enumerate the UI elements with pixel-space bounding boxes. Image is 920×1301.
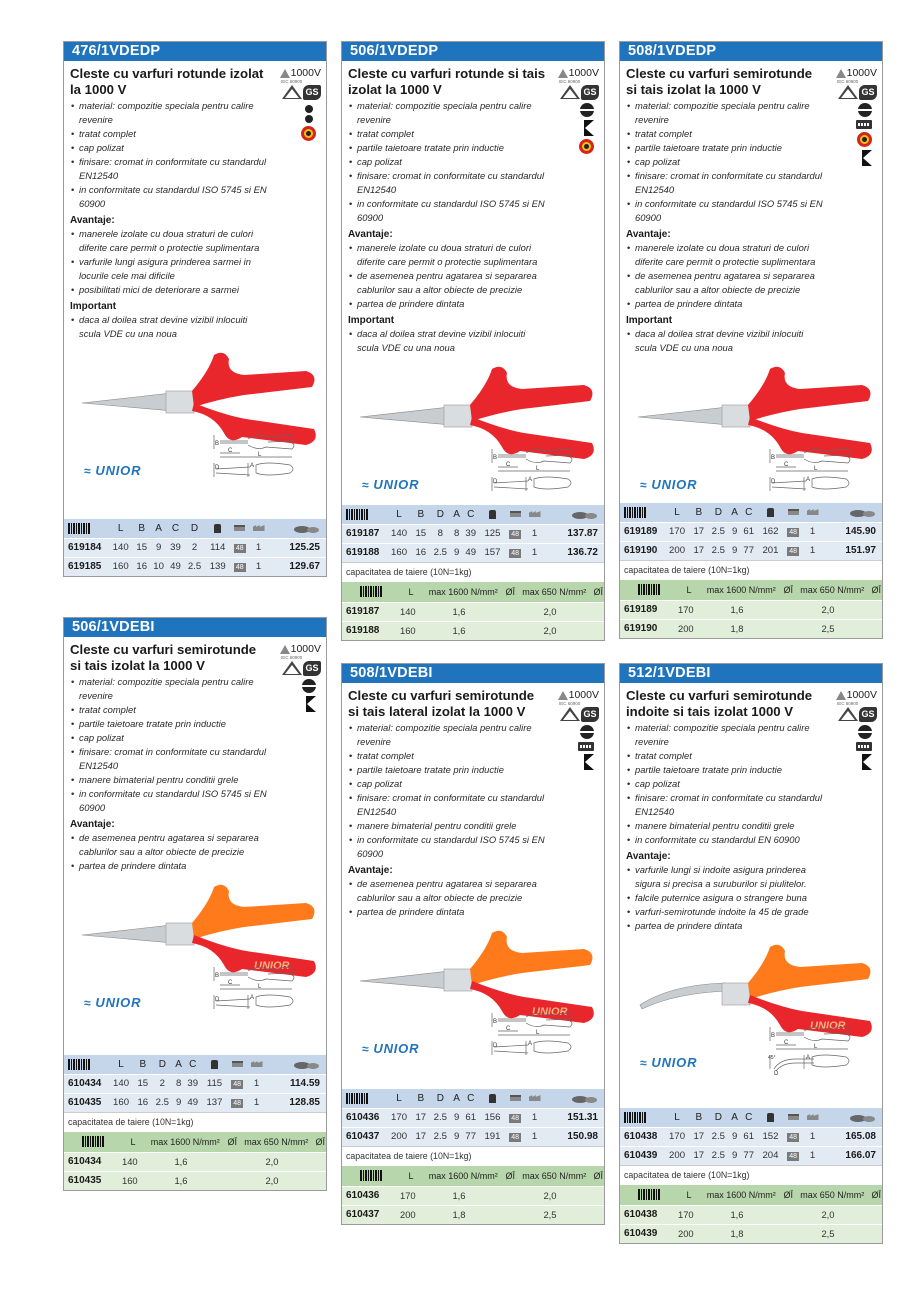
barcode-icon bbox=[68, 1059, 90, 1070]
list-item: • cap polizat bbox=[70, 141, 270, 155]
features-list bbox=[626, 721, 826, 847]
list-item: • falcile puternice asigura o strangere buna bbox=[626, 891, 826, 905]
dimension-diagram bbox=[766, 443, 852, 499]
specs-table: L B D A C 610436 170 17 2.5 9 61 156 48 1 151.31 610437 200 17 2.5 9 77 191 48 1 150.98 bbox=[342, 1089, 604, 1146]
important-heading: Important bbox=[626, 315, 673, 326]
cutting-capacity-table: L max 1600 N/mm² ØĪ max 650 N/mm² ØĪ 610438 170 1,6 2,0 610439 200 1,8 2,5 bbox=[620, 1185, 882, 1243]
list-item: • daca al doilea strat devine vizibil inlocuiti scula VDE cu una noua bbox=[348, 327, 548, 355]
svg-text:L: L bbox=[814, 466, 818, 472]
package-icon bbox=[234, 525, 245, 531]
table-row[interactable]: 619189 170 1,6 2,0 bbox=[620, 600, 882, 619]
half-round-tip-icon bbox=[302, 679, 316, 693]
quantity-icon bbox=[251, 1061, 263, 1067]
unior-logo-icon: ≈ bbox=[84, 463, 92, 478]
product-code-header: 476/1VDEDP bbox=[64, 42, 326, 61]
svg-text:D: D bbox=[774, 1071, 779, 1077]
svg-text:A: A bbox=[528, 1041, 533, 1047]
svg-text:A: A bbox=[806, 1055, 811, 1061]
vde-cert-icon bbox=[282, 85, 302, 100]
important-list bbox=[348, 327, 548, 355]
diameter-icon: ØĪ bbox=[783, 580, 794, 600]
advantages-heading: Avantaje: bbox=[348, 229, 393, 240]
dimension-diagram bbox=[210, 961, 296, 1017]
weight-icon bbox=[489, 510, 496, 519]
table-row[interactable]: 610437 200 1,8 2,5 bbox=[342, 1205, 604, 1224]
list-item: • in conformitate cu standardul EN 60900 bbox=[626, 833, 826, 847]
diameter-icon: ØĪ bbox=[593, 582, 604, 602]
voltage-rating: 1000V bbox=[836, 689, 877, 701]
advantages-heading: Avantaje: bbox=[626, 229, 671, 240]
list-item: • in conformitate cu standardul ISO 5745 si EN 60900 bbox=[626, 197, 826, 225]
list-item: • partile taietoare tratate prin inductie bbox=[626, 141, 826, 155]
table-row[interactable]: 619190 200 17 2.5 9 77 201 48 1 151.97 bbox=[620, 541, 882, 560]
weight-icon bbox=[767, 508, 774, 517]
list-item: • varfurile lungi si indoite asigura prinderea sigura si precisa a suruburilor si piulitelor. bbox=[626, 863, 826, 891]
voltage-icon bbox=[558, 691, 568, 700]
product-card bbox=[341, 663, 605, 1225]
table-row[interactable]: 610439 200 1,8 2,5 bbox=[620, 1224, 882, 1243]
svg-text:L: L bbox=[258, 452, 262, 458]
cutting-capacity-table: L max 1600 N/mm² ØĪ max 650 N/mm² ØĪ 619189 170 1,6 2,0 619190 200 1,8 2,5 bbox=[620, 580, 882, 638]
product-card bbox=[63, 41, 327, 577]
cutting-capacity-table: L max 1600 N/mm² ØĪ max 650 N/mm² ØĪ 610434 140 1,6 2,0 610435 160 1,6 2,0 bbox=[64, 1132, 326, 1190]
svg-text:C: C bbox=[506, 462, 511, 468]
voltage-icon bbox=[836, 69, 846, 78]
list-item: • tratat complet bbox=[348, 127, 548, 141]
product-title: Cleste cu varfuri semirotunde si tais izolat la 1000 V bbox=[70, 642, 257, 673]
price-icon bbox=[294, 1059, 320, 1069]
advantages-list bbox=[70, 227, 270, 297]
cutting-edge-icon bbox=[584, 754, 594, 770]
list-item: • partea de prindere dintata bbox=[626, 297, 826, 311]
specs-table: L B A C D 619184 140 15 9 39 2 114 48 1 125.25 619185 160 16 10 49 2.5 139 48 1 129.67 bbox=[64, 519, 326, 576]
weight-icon bbox=[767, 1113, 774, 1122]
advantages-list bbox=[626, 863, 826, 933]
serrated-jaw-icon bbox=[856, 120, 872, 129]
list-item: • manere bimaterial pentru conditii grele bbox=[626, 819, 826, 833]
diameter-icon: ØĪ bbox=[505, 582, 516, 602]
list-item: • cap polizat bbox=[626, 777, 826, 791]
gs-cert-icon: GS bbox=[303, 661, 321, 676]
product-code-header: 506/1VDEDP bbox=[342, 42, 604, 61]
voltage-icon bbox=[280, 69, 290, 78]
list-item: • varfuri-semirotunde indoite la 45 de grade bbox=[626, 905, 826, 919]
advantages-list bbox=[348, 241, 548, 311]
cutting-capacity-note: capacitatea de taiere (10N=1kg) bbox=[342, 562, 604, 582]
price-icon bbox=[572, 509, 598, 519]
svg-text:C: C bbox=[506, 1026, 511, 1032]
features-list bbox=[626, 99, 826, 225]
barcode-icon bbox=[346, 1093, 368, 1104]
product-code-header: 512/1VDEBI bbox=[620, 664, 882, 683]
important-heading: Important bbox=[70, 301, 117, 312]
gs-cert-icon: GS bbox=[581, 85, 599, 100]
list-item: • tratat complet bbox=[70, 127, 270, 141]
svg-text:D: D bbox=[215, 997, 220, 1003]
barcode-icon bbox=[82, 1136, 104, 1147]
gs-cert-icon: GS bbox=[859, 707, 877, 722]
svg-text:L: L bbox=[814, 1044, 818, 1050]
voltage-rating: 1000V bbox=[836, 67, 877, 79]
diameter-icon: ØĪ bbox=[783, 1185, 794, 1205]
svg-text:L: L bbox=[536, 466, 540, 472]
list-item: • manerele izolate cu doua straturi de culori diferite care permit o protectie suplimentara bbox=[348, 241, 548, 269]
weight-icon bbox=[214, 524, 221, 533]
svg-text:L: L bbox=[258, 984, 262, 990]
list-item: • material: compozitie speciala pentru calire revenire bbox=[626, 721, 826, 749]
weight-icon bbox=[211, 1060, 218, 1069]
list-item: • partile taietoare tratate prin inductie bbox=[348, 763, 548, 777]
list-item: • tratat complet bbox=[626, 749, 826, 763]
list-item: • de asemenea pentru agatarea si separarea cablurilor sau a altor obiecte de precizie bbox=[348, 877, 548, 905]
product-photo bbox=[626, 355, 876, 503]
svg-text:B: B bbox=[771, 1033, 776, 1039]
vde-cert-icon bbox=[560, 707, 580, 722]
list-item: • partea de prindere dintata bbox=[348, 905, 548, 919]
voltage-icon bbox=[836, 691, 846, 700]
diameter-icon: ØĪ bbox=[227, 1132, 238, 1152]
gs-cert-icon: GS bbox=[581, 707, 599, 722]
barcode-icon bbox=[346, 509, 368, 520]
product-card bbox=[63, 617, 327, 1191]
list-item: • cap polizat bbox=[348, 155, 548, 169]
list-item: • de asemenea pentru agatarea si separarea cablurilor sau a altor obiecte de precizie bbox=[348, 269, 548, 297]
diameter-icon: ØĪ bbox=[505, 1166, 516, 1186]
cutting-capacity-note: capacitatea de taiere (10N=1kg) bbox=[620, 560, 882, 580]
product-photo bbox=[348, 919, 598, 1089]
cutting-edge-icon bbox=[862, 754, 872, 770]
table-row[interactable]: 619187 140 15 8 8 39 125 48 1 137.87 bbox=[342, 524, 604, 543]
serrated-jaw-icon bbox=[856, 742, 872, 751]
list-item: • cap polizat bbox=[348, 777, 548, 791]
cutting-edge-icon bbox=[306, 696, 316, 712]
unior-logo-icon: ≈ bbox=[362, 1041, 370, 1056]
product-card bbox=[341, 41, 605, 641]
features-list bbox=[70, 675, 270, 815]
product-title: Cleste cu varfuri rotunde izolat la 1000 V bbox=[70, 66, 264, 97]
product-card bbox=[619, 41, 883, 639]
list-item: • finisare: cromat in conformitate cu standardul EN12540 bbox=[70, 155, 270, 183]
certification-icons: 1000V IEC 60900 GS bbox=[279, 67, 321, 141]
quantity-icon bbox=[253, 525, 265, 531]
price-icon bbox=[850, 1112, 876, 1122]
certification-icons: 1000V IEC 60900 GS bbox=[557, 689, 599, 770]
table-row[interactable]: 610438 170 1,6 2,0 bbox=[620, 1205, 882, 1224]
product-photo bbox=[70, 341, 320, 519]
vde-cert-icon bbox=[838, 707, 858, 722]
specs-table: L B D A C 610434 140 15 2 8 39 115 48 1 114.59 610435 160 16 2.5 9 49 137 48 1 128.85 bbox=[64, 1055, 326, 1112]
package-icon bbox=[788, 509, 799, 515]
cutting-edge-icon bbox=[862, 150, 872, 166]
list-item: • tratat complet bbox=[70, 703, 270, 717]
advantages-list bbox=[70, 831, 270, 873]
table-row[interactable]: 619189 170 17 2.5 9 61 162 48 1 145.90 bbox=[620, 522, 882, 541]
unior-logo: ≈ UNIOR bbox=[84, 463, 142, 478]
table-row[interactable]: 610435 160 1,6 2,0 bbox=[64, 1171, 326, 1190]
svg-text:C: C bbox=[228, 980, 233, 986]
table-row[interactable]: 610434 140 1,6 2,0 bbox=[64, 1152, 326, 1171]
vde-cert-icon bbox=[838, 85, 858, 100]
list-item: • manerele izolate cu doua straturi de culori diferite care permit o protectie suplimentara bbox=[626, 241, 826, 269]
advantages-heading: Avantaje: bbox=[70, 819, 115, 830]
advantages-list bbox=[348, 877, 548, 919]
unior-logo-icon: ≈ bbox=[640, 477, 648, 492]
voltage-rating: 1000V bbox=[280, 643, 321, 655]
advantages-heading: Avantaje: bbox=[70, 215, 115, 226]
voltage-rating: 1000V bbox=[558, 689, 599, 701]
product-title: Cleste cu varfuri semirotunde si tais lateral izolat la 1000 V bbox=[348, 688, 535, 719]
diameter-icon: ØĪ bbox=[871, 1185, 882, 1205]
price-icon bbox=[294, 523, 320, 533]
product-title: Cleste cu varfuri semirotunde indoite si tais izolat 1000 V bbox=[626, 688, 813, 719]
diameter-icon: ØĪ bbox=[871, 580, 882, 600]
cutting-capacity-table: L max 1600 N/mm² ØĪ max 650 N/mm² ØĪ 619187 140 1,6 2,0 619188 160 1,6 2,0 bbox=[342, 582, 604, 640]
barcode-icon bbox=[638, 584, 660, 595]
package-icon bbox=[510, 511, 521, 517]
list-item: • finisare: cromat in conformitate cu standardul EN12540 bbox=[348, 791, 548, 819]
vde-cert-icon bbox=[282, 661, 302, 676]
list-item: • manere bimaterial pentru conditii grele bbox=[70, 773, 270, 787]
product-title: Cleste cu varfuri rotunde si tais izolat la 1000 V bbox=[348, 66, 546, 97]
list-item: • partile taietoare tratate prin inductie bbox=[70, 717, 270, 731]
svg-text:A: A bbox=[250, 463, 255, 469]
list-item: • in conformitate cu standardul ISO 5745 si EN 60900 bbox=[70, 183, 270, 211]
product-card bbox=[619, 663, 883, 1244]
dimension-diagram bbox=[488, 1007, 574, 1063]
important-heading: Important bbox=[348, 315, 395, 326]
list-item: • partile taietoare tratate prin inductie bbox=[626, 763, 826, 777]
half-round-tip-icon bbox=[858, 103, 872, 117]
cutting-capacity-note: capacitatea de taiere (10N=1kg) bbox=[620, 1165, 882, 1185]
svg-text:B: B bbox=[771, 455, 776, 461]
dimension-diagram bbox=[766, 1021, 852, 1077]
barcode-icon bbox=[360, 586, 382, 597]
svg-text:C: C bbox=[228, 448, 233, 454]
voltage-rating: 1000V bbox=[280, 67, 321, 79]
table-row[interactable]: 619184 140 15 9 39 2 114 48 1 125.25 bbox=[64, 538, 326, 557]
svg-text:D: D bbox=[493, 1043, 498, 1049]
advantages-heading: Avantaje: bbox=[626, 851, 671, 862]
svg-text:45°: 45° bbox=[768, 1055, 776, 1061]
induction-hardened-icon bbox=[579, 139, 594, 154]
barcode-icon bbox=[624, 1112, 646, 1123]
list-item: • de asemenea pentru agatarea si separarea cablurilor sau a altor obiecte de precizie bbox=[626, 269, 826, 297]
svg-text:UNIOR: UNIOR bbox=[254, 960, 290, 972]
list-item: • cap polizat bbox=[626, 155, 826, 169]
diameter-icon: ØĪ bbox=[593, 1166, 604, 1186]
product-photo bbox=[626, 933, 876, 1108]
unior-logo: ≈ UNIOR bbox=[640, 477, 698, 492]
list-item: • material: compozitie speciala pentru calire revenire bbox=[626, 99, 826, 127]
price-icon bbox=[572, 1093, 598, 1103]
certification-icons: 1000V IEC 60900 GS bbox=[835, 689, 877, 770]
list-item: • daca al doilea strat devine vizibil inlocuiti scula VDE cu una noua bbox=[626, 327, 826, 355]
svg-text:L: L bbox=[536, 1030, 540, 1036]
table-row[interactable]: 610434 140 15 2 8 39 115 48 1 114.59 bbox=[64, 1074, 326, 1093]
svg-text:B: B bbox=[215, 973, 220, 979]
induction-hardened-icon bbox=[301, 126, 316, 141]
list-item: • tratat complet bbox=[348, 749, 548, 763]
quantity-icon bbox=[529, 1095, 541, 1101]
gs-cert-icon: GS bbox=[859, 85, 877, 100]
serrated-jaw-icon bbox=[578, 742, 594, 751]
list-item: • in conformitate cu standardul ISO 5745 si EN 60900 bbox=[70, 787, 270, 815]
table-row[interactable]: 610436 170 1,6 2,0 bbox=[342, 1186, 604, 1205]
list-item: • finisare: cromat in conformitate cu standardul EN12540 bbox=[626, 791, 826, 819]
list-item: • tratat complet bbox=[626, 127, 826, 141]
round-tip-icon bbox=[305, 103, 321, 123]
svg-text:D: D bbox=[771, 479, 776, 485]
table-row[interactable]: 619190 200 1,8 2,5 bbox=[620, 619, 882, 638]
list-item: • manere bimaterial pentru conditii grele bbox=[348, 819, 548, 833]
important-list bbox=[70, 313, 270, 341]
unior-logo-icon: ≈ bbox=[362, 477, 370, 492]
list-item: • material: compozitie speciala pentru calire revenire bbox=[348, 721, 548, 749]
half-round-tip-icon bbox=[580, 725, 594, 739]
svg-text:B: B bbox=[493, 455, 498, 461]
specs-table: L B D A C 619189 170 17 2.5 9 61 162 48 1 145.90 619190 200 17 2.5 9 77 201 48 1 151.97 bbox=[620, 503, 882, 560]
svg-text:A: A bbox=[806, 477, 811, 483]
dimension-diagram bbox=[488, 443, 574, 499]
voltage-icon bbox=[280, 645, 290, 654]
svg-text:C: C bbox=[784, 1040, 789, 1046]
list-item: • partea de prindere dintata bbox=[70, 859, 270, 873]
specs-table: L B D A C 619187 140 15 8 8 39 125 48 1 137.87 619188 160 16 2.5 9 49 157 48 1 136.72 bbox=[342, 505, 604, 562]
half-round-tip-icon bbox=[858, 725, 872, 739]
package-icon bbox=[232, 1061, 243, 1067]
unior-logo: ≈ UNIOR bbox=[640, 1055, 698, 1070]
table-row[interactable]: 610435 160 16 2.5 9 49 137 48 1 128.85 bbox=[64, 1093, 326, 1112]
list-item: • material: compozitie speciala pentru calire revenire bbox=[70, 675, 270, 703]
svg-text:B: B bbox=[215, 441, 220, 447]
list-item: • in conformitate cu standardul ISO 5745 si EN 60900 bbox=[348, 197, 548, 225]
unior-logo-icon: ≈ bbox=[84, 995, 92, 1010]
list-item: • in conformitate cu standardul ISO 5745 si EN 60900 bbox=[348, 833, 548, 861]
table-row[interactable]: 619185 160 16 10 49 2.5 139 48 1 129.67 bbox=[64, 557, 326, 576]
product-title: Cleste cu varfuri semirotunde si tais izolat la 1000 V bbox=[626, 66, 813, 97]
package-icon bbox=[788, 1114, 799, 1120]
product-code-header: 508/1VDEBI bbox=[342, 664, 604, 683]
gs-cert-icon: GS bbox=[303, 85, 321, 100]
induction-hardened-icon bbox=[857, 132, 872, 147]
table-row[interactable]: 619188 160 16 2.5 9 49 157 48 1 136.72 bbox=[342, 543, 604, 562]
table-row[interactable]: 610439 200 17 2.5 9 77 204 48 1 166.07 bbox=[620, 1146, 882, 1165]
svg-text:A: A bbox=[528, 477, 533, 483]
certification-icons: 1000V IEC 60900 GS bbox=[557, 67, 599, 154]
product-photo bbox=[348, 355, 598, 505]
dimension-diagram bbox=[210, 429, 296, 485]
list-item: • finisare: cromat in conformitate cu standardul EN12540 bbox=[348, 169, 548, 197]
weight-icon bbox=[489, 1094, 496, 1103]
table-row[interactable]: 610438 170 17 2.5 9 61 152 48 1 165.08 bbox=[620, 1127, 882, 1146]
half-round-tip-icon bbox=[580, 103, 594, 117]
quantity-icon bbox=[529, 511, 541, 517]
barcode-icon bbox=[638, 1189, 660, 1200]
barcode-icon bbox=[624, 507, 646, 518]
product-code-header: 508/1VDEDP bbox=[620, 42, 882, 61]
specs-table: L B D A C 610438 170 17 2.5 9 61 152 48 1 165.08 610439 200 17 2.5 9 77 204 48 1 166.07 bbox=[620, 1108, 882, 1165]
list-item: • partile taietoare tratate prin inductie bbox=[348, 141, 548, 155]
svg-text:C: C bbox=[784, 462, 789, 468]
cutting-capacity-note: capacitatea de taiere (10N=1kg) bbox=[342, 1146, 604, 1166]
list-item: • de asemenea pentru agatarea si separarea cablurilor sau a altor obiecte de precizie bbox=[70, 831, 270, 859]
voltage-rating: 1000V bbox=[558, 67, 599, 79]
barcode-icon bbox=[68, 523, 90, 534]
svg-text:A: A bbox=[250, 995, 255, 1001]
cutting-edge-icon bbox=[584, 120, 594, 136]
list-item: • finisare: cromat in conformitate cu standardul EN12540 bbox=[70, 745, 270, 773]
list-item: • manerele izolate cu doua straturi de culori diferite care permit o protectie suplimentara bbox=[70, 227, 270, 255]
quantity-icon bbox=[807, 1114, 819, 1120]
features-list bbox=[70, 99, 270, 211]
voltage-icon bbox=[558, 69, 568, 78]
svg-text:UNIOR: UNIOR bbox=[532, 1006, 568, 1018]
list-item: • material: compozitie speciala pentru calire revenire bbox=[348, 99, 548, 127]
barcode-icon bbox=[360, 1170, 382, 1181]
table-row[interactable]: 619187 140 1,6 2,0 bbox=[342, 602, 604, 621]
unior-logo: ≈ UNIOR bbox=[362, 1041, 420, 1056]
diameter-icon: ØĪ bbox=[315, 1132, 326, 1152]
important-list bbox=[626, 327, 826, 355]
price-icon bbox=[850, 507, 876, 517]
unior-logo: ≈ UNIOR bbox=[362, 477, 420, 492]
features-list bbox=[348, 721, 548, 861]
list-item: • partea de prindere dintata bbox=[626, 919, 826, 933]
list-item: • posibilitati mici de deteriorare a sarmei bbox=[70, 283, 270, 297]
table-row[interactable]: 610436 170 17 2.5 9 61 156 48 1 151.31 bbox=[342, 1108, 604, 1127]
svg-text:D: D bbox=[493, 479, 498, 485]
cutting-capacity-note: capacitatea de taiere (10N=1kg) bbox=[64, 1112, 326, 1132]
svg-text:UNIOR: UNIOR bbox=[810, 1020, 846, 1032]
list-item: • varfurile lungi asigura prinderea sarmei in locurile cele mai dificile bbox=[70, 255, 270, 283]
certification-icons: 1000V IEC 60900 GS bbox=[279, 643, 321, 712]
table-row[interactable]: 610437 200 17 2.5 9 77 191 48 1 150.98 bbox=[342, 1127, 604, 1146]
unior-logo: ≈ UNIOR bbox=[84, 995, 142, 1010]
package-icon bbox=[510, 1095, 521, 1101]
list-item: • finisare: cromat in conformitate cu standardul EN12540 bbox=[626, 169, 826, 197]
unior-logo-icon: ≈ bbox=[640, 1055, 648, 1070]
list-item: • daca al doilea strat devine vizibil inlocuiti scula VDE cu una noua bbox=[70, 313, 270, 341]
list-item: • partea de prindere dintata bbox=[348, 297, 548, 311]
advantages-heading: Avantaje: bbox=[348, 865, 393, 876]
features-list bbox=[348, 99, 548, 225]
product-photo bbox=[70, 873, 320, 1055]
table-row[interactable]: 619188 160 1,6 2,0 bbox=[342, 621, 604, 640]
advantages-list bbox=[626, 241, 826, 311]
list-item: • material: compozitie speciala pentru calire revenire bbox=[70, 99, 270, 127]
certification-icons: 1000V IEC 60900 GS bbox=[835, 67, 877, 166]
list-item: • cap polizat bbox=[70, 731, 270, 745]
vde-cert-icon bbox=[560, 85, 580, 100]
product-code-header: 506/1VDEBI bbox=[64, 618, 326, 637]
svg-text:D: D bbox=[215, 465, 220, 471]
svg-text:B: B bbox=[493, 1019, 498, 1025]
cutting-capacity-table: L max 1600 N/mm² ØĪ max 650 N/mm² ØĪ 610436 170 1,6 2,0 610437 200 1,8 2,5 bbox=[342, 1166, 604, 1224]
quantity-icon bbox=[807, 509, 819, 515]
